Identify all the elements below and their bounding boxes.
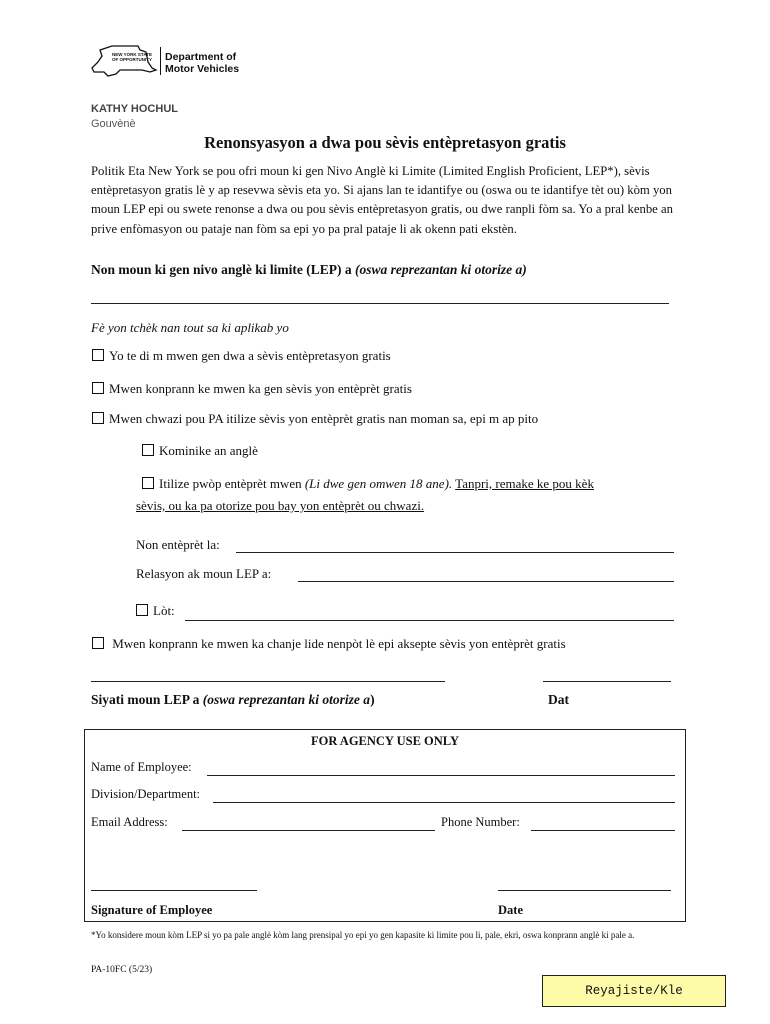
lep-signature-label-close: ) — [370, 692, 375, 707]
agency-title: FOR AGENCY USE ONLY — [310, 734, 460, 748]
lep-footnote: *Yo konsidere moun kòm LEP si yo pa pale anglè kòm lang prensipal yo epi yo gen kapasite ki limite pou li, pale, ekri, oswa konprann anglè ki pale a. — [91, 930, 635, 940]
logo-divider — [160, 47, 161, 75]
option-other-label: Lòt: — [153, 603, 175, 618]
interpreter-name-input[interactable] — [236, 551, 674, 553]
suboption-warning-1: Tanpri, remake ke pou kèk — [455, 476, 594, 491]
checkbox-icon[interactable] — [92, 412, 104, 424]
suboption-english[interactable] — [142, 443, 258, 459]
option-understand-free[interactable] — [92, 381, 412, 397]
dept-line-2: Motor Vehicles — [165, 63, 240, 75]
other-input[interactable] — [185, 619, 674, 621]
checkbox-icon[interactable] — [136, 604, 148, 616]
lep-signature-label — [91, 692, 375, 708]
checkbox-icon[interactable] — [92, 637, 104, 649]
checkbox-icon[interactable] — [142, 477, 154, 489]
suboption-english-label: Kominike an anglè — [159, 443, 258, 458]
lep-signature-label-italic: (oswa reprezantan ki otorize a — [202, 692, 371, 707]
email-label: Email Address: — [91, 815, 168, 829]
agency-use-box — [84, 729, 686, 922]
lep-signature-label-text: Siyati moun LEP a — [91, 692, 203, 707]
lep-name-label-italic: (oswa reprezantan ki otorize a) — [355, 262, 527, 277]
phone-input[interactable] — [531, 829, 675, 831]
page-title: Renonsyasyon a dwa pou sèvis entèpretasyon gratis — [204, 133, 566, 152]
option-change-mind-label: Mwen konprann ke mwen ka chanje lide nenpòt lè epi aksepte sèvis yon entèprèt gratis — [112, 636, 566, 651]
state-seal-text: NEW YORK STATE OF OPPORTUNITY — [112, 52, 153, 62]
department-name — [165, 51, 239, 75]
lep-date-input[interactable] — [543, 680, 671, 682]
form-number: PA-10FC (5/23) — [91, 965, 153, 975]
dept-line-1: Department of — [165, 51, 237, 63]
lep-name-label — [91, 262, 527, 278]
lep-signature-input[interactable] — [91, 680, 445, 682]
option-choose-not-use-label: Mwen chwazi pou PA itilize sèvis yon entèprèt gratis nan moman sa, epi m ap pito — [109, 411, 539, 426]
lep-name-input-line[interactable] — [91, 303, 669, 304]
relationship-input[interactable] — [298, 580, 674, 582]
suboption-age-note: (Li dwe gen omwen 18 ane). — [304, 476, 453, 491]
lep-date-label: Dat — [548, 692, 569, 707]
checkbox-icon[interactable] — [92, 382, 104, 394]
employee-signature-input[interactable] — [91, 889, 257, 891]
instruction-text: Fè yon tchèk nan tout sa ki aplikab yo — [91, 320, 289, 335]
interpreter-name-label: Non entèprèt la: — [136, 537, 220, 552]
governor-name: KATHY HOCHUL — [91, 103, 178, 115]
option-informed-right-label: Yo te di m mwen gen dwa a sèvis entèpretasyon gratis — [109, 348, 391, 363]
option-informed-right[interactable] — [92, 348, 391, 364]
reset-button[interactable]: Reyajiste/Kle — [542, 975, 726, 1007]
phone-label: Phone Number: — [441, 815, 520, 829]
division-input[interactable] — [213, 801, 675, 803]
option-understand-free-label: Mwen konprann ke mwen ka gen sèvis yon entèprèt gratis — [109, 381, 412, 396]
division-label: Division/Department: — [91, 787, 201, 801]
employee-date-label: Date — [498, 903, 523, 917]
employee-signature-label: Signature of Employee — [91, 903, 213, 917]
relationship-label: Relasyon ak moun LEP a: — [136, 566, 272, 581]
checkbox-icon[interactable] — [142, 444, 154, 456]
email-input[interactable] — [182, 829, 435, 831]
option-change-mind[interactable] — [92, 636, 566, 652]
suboption-warning-2: sèvis, ou ka pa otorize pou bay yon entèprèt ou chwazi. — [136, 498, 425, 513]
suboption-own-interpreter-label: Itilize pwòp entèprèt mwen — [159, 476, 305, 491]
suboption-own-interpreter[interactable] — [142, 476, 682, 492]
intro-paragraph: Politik Eta New York se pou ofri moun ki gen Nivo Anglè ki Limite (Limited English Proficient, LEP*), sèvis entèpretasyon gratis lè y ap resevwa sèvis eta yo. Si ajans lan te idantifye ou (oswa ou te idantifye tèt ou) kòm yon moun LEP epi ou swete renonse a dwa ou pou sèvis entèpretasyon gratis, ou dwe ranpli fòm sa. Yo a pral kenbe an prive enfòmasyon ou pataje nan fòm sa epi yo pa pral pataje li ak okenn pati ekstèn. — [91, 164, 673, 236]
employee-name-label: Name of Employee: — [91, 760, 192, 774]
governor-title: Gouvènè — [91, 118, 136, 130]
option-other[interactable] — [136, 603, 175, 619]
checkbox-icon[interactable] — [92, 349, 104, 361]
option-choose-not-use[interactable] — [92, 411, 538, 427]
employee-date-input[interactable] — [498, 889, 671, 891]
lep-name-label-text: Non moun ki gen nivo anglè ki limite (LEP) a — [91, 262, 356, 277]
employee-name-input[interactable] — [207, 774, 675, 776]
